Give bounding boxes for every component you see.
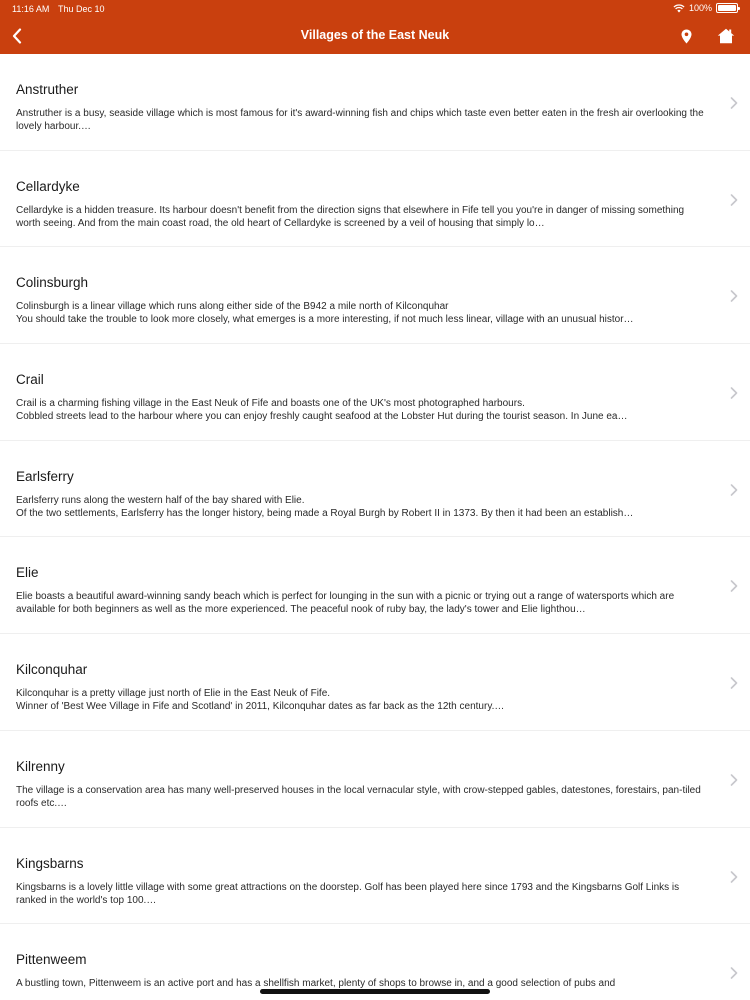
chevron-right-icon bbox=[730, 580, 738, 592]
village-list-item[interactable] bbox=[0, 731, 750, 828]
village-list-item[interactable] bbox=[0, 151, 750, 248]
village-name: Kingsbarns bbox=[16, 855, 84, 871]
battery-percent: 100% bbox=[688, 3, 712, 13]
chevron-right-icon bbox=[730, 484, 738, 496]
home-indicator bbox=[260, 989, 490, 994]
village-name: Colinsburgh bbox=[16, 275, 89, 291]
wifi-icon bbox=[673, 4, 685, 13]
nav-bar bbox=[0, 18, 750, 54]
village-description: Earlsferry runs along the western half of the bay shared with Elie. Of the two settlements, Earlsferry has the longer history, being made a Royal Burgh by Robert II in 1373. By then it had been an establish… bbox=[16, 494, 634, 519]
village-description: Colinsburgh is a linear village which runs along either side of the B942 a mile north of Kilconquhar You should take the trouble to look more closely, what emerges is a more interesting, if not much less linear, village with an unusual histor… bbox=[16, 301, 634, 326]
village-description: A bustling town, Pittenweem is an active port and has a shellfish market, plenty of shops to browse in, and a good selection of pubs and bbox=[16, 978, 616, 989]
chevron-right-icon bbox=[730, 967, 738, 979]
village-list-item[interactable] bbox=[0, 828, 750, 925]
village-name: Kilrenny bbox=[16, 758, 65, 774]
home-icon bbox=[717, 28, 735, 44]
app-header bbox=[0, 0, 750, 54]
chevron-right-icon bbox=[730, 194, 738, 206]
village-name: Anstruther bbox=[16, 82, 79, 97]
village-name: Earlsferry bbox=[16, 468, 74, 484]
chevron-right-icon bbox=[730, 290, 738, 302]
village-name: Cellardyke bbox=[16, 178, 80, 194]
home-button[interactable] bbox=[712, 23, 740, 49]
status-indicators bbox=[673, 3, 738, 13]
village-list-item[interactable] bbox=[0, 344, 750, 441]
chevron-right-icon bbox=[730, 97, 738, 109]
village-description: Cellardyke is a hidden treasure. Its harbour doesn't benefit from the direction signs that elsewhere in Fife tell you you're in danger of missing something worth seeing. And from the main coast road, the old heart of Cellardyke is screened by a veil of housing that simply lo… bbox=[16, 204, 685, 229]
village-description: Kingsbarns is a lovely little village with some great attractions on the doorstep. Golf has been played here since 1793 and the Kingsbarns Golf Links is ranked in the world's top 100.… bbox=[16, 881, 680, 906]
chevron-right-icon bbox=[730, 774, 738, 786]
village-list bbox=[0, 54, 750, 989]
chevron-right-icon bbox=[730, 677, 738, 689]
village-list-item[interactable] bbox=[0, 441, 750, 538]
battery-icon bbox=[716, 3, 738, 13]
village-description: Crail is a charming fishing village in the East Neuk of Fife and boasts one of the UK's most photographed harbours. Cobbled streets lead to the harbour where you can enjoy freshly caught seafood at the Lobster Hut during the tourist season. In June ea… bbox=[16, 398, 628, 423]
chevron-right-icon bbox=[730, 871, 738, 883]
map-button[interactable] bbox=[674, 23, 698, 49]
village-list-item[interactable] bbox=[0, 634, 750, 731]
village-description: The village is a conservation area has many well-preserved houses in the local vernacular style, with crow-stepped gables, datestones, forestairs, pan-tiled roofs etc.… bbox=[16, 784, 701, 809]
village-description: Kilconquhar is a pretty village just north of Elie in the East Neuk of Fife. Winner of 'Best Wee Village in Fife and Scotland' in 2011, Kilconquhar dates as far back as the 12th century.… bbox=[16, 688, 505, 713]
status-time: 11:16 AM bbox=[12, 4, 50, 14]
village-description: Anstruther is a busy, seaside village which is most famous for it's award-winning fish and chips which taste even better eaten in the fresh air overlooking the lovely harbour.… bbox=[16, 108, 704, 132]
village-list-item[interactable] bbox=[0, 537, 750, 634]
village-description: Elie boasts a beautiful award-winning sandy beach which is perfect for lounging in the sun with a picnic or trying out a range of watersports which are available for both beginners as well as the more experienced. The peaceful nook of ruby bay, the lady's tower and Elie lighthou… bbox=[16, 591, 675, 616]
village-list-item[interactable] bbox=[0, 247, 750, 344]
village-list-item[interactable] bbox=[0, 54, 750, 151]
village-list-item[interactable] bbox=[0, 924, 750, 989]
status-bar bbox=[0, 0, 750, 18]
status-date: Thu Dec 10 bbox=[58, 4, 105, 14]
village-name: Pittenweem bbox=[16, 952, 87, 968]
page-title: Villages of the East Neuk bbox=[300, 28, 450, 42]
map-pin-icon bbox=[681, 29, 692, 44]
village-name: Kilconquhar bbox=[16, 662, 88, 678]
village-name: Crail bbox=[16, 372, 44, 388]
village-name: Elie bbox=[16, 565, 39, 581]
chevron-right-icon bbox=[730, 387, 738, 399]
